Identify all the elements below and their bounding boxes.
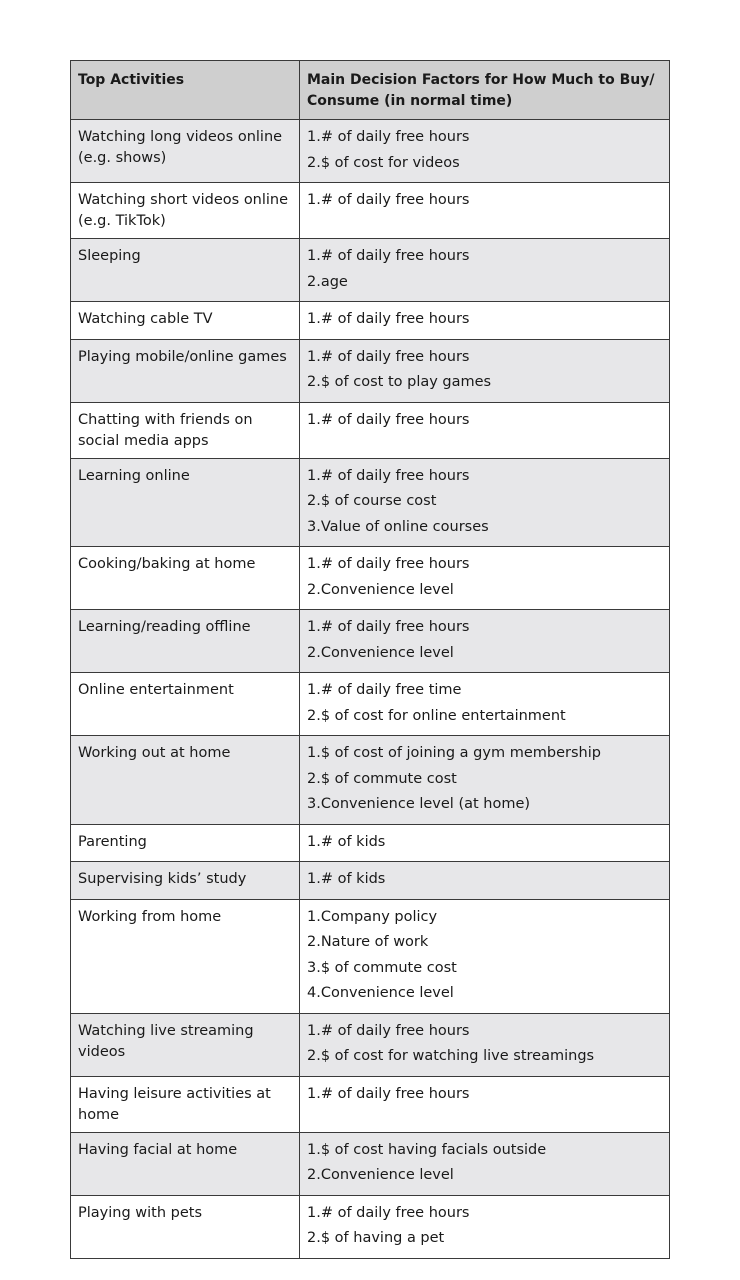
factor-item: 1.$ of cost having facials outside <box>307 1141 547 1158</box>
factor-item: 2.age <box>307 273 348 290</box>
activities-table <box>70 60 670 1259</box>
factor-item: 1.# of daily free hours <box>307 129 470 145</box>
header-decision-factors: Main Decision Factors for How Much to Buy/ Consume (in normal time) <box>300 61 670 120</box>
table-row <box>71 862 670 900</box>
factor-item: 3.Convenience level (at home) <box>307 796 531 812</box>
activity-cell: Working out at home <box>71 736 300 825</box>
factors-cell <box>300 547 670 610</box>
activity-cell: Chatting with friends on social media apps <box>71 402 300 458</box>
factors-cell <box>300 239 670 302</box>
table-row <box>71 302 670 340</box>
factors-cell <box>300 1013 670 1076</box>
factor-item: 2.Convenience level <box>307 581 454 598</box>
activity-cell: Sleeping <box>71 239 300 302</box>
table-row <box>71 120 670 183</box>
factor-item: 2.Convenience level <box>307 644 454 661</box>
table-row <box>71 1013 670 1076</box>
activity-cell: Watching short videos online (e.g. TikTok) <box>71 183 300 239</box>
factor-item: 3.Value of online courses <box>307 518 489 535</box>
table-row <box>71 899 670 1013</box>
factor-item: 3.$ of commute cost <box>307 959 457 976</box>
activity-cell: Playing mobile/online games <box>71 339 300 402</box>
factor-item: 2.$ of cost for videos <box>307 154 460 171</box>
factor-item: 1.$ of cost of joining a gym membership <box>307 745 601 761</box>
factors-cell <box>300 673 670 736</box>
table-row <box>71 402 670 458</box>
table-row <box>71 339 670 402</box>
table-row <box>71 736 670 825</box>
factor-item: 4.Convenience level <box>307 985 454 1001</box>
factor-item: 1.# of daily free hours <box>307 411 470 428</box>
factor-item: 2.$ of cost for watching live streamings <box>307 1048 595 1064</box>
factor-item: 1.# of kids <box>307 871 386 887</box>
factor-item: 1.# of daily free hours <box>307 348 470 365</box>
table-row <box>71 239 670 302</box>
factor-item: 1.Company policy <box>307 908 438 925</box>
activity-cell: Learning online <box>71 458 300 547</box>
factor-item: 1.# of daily free hours <box>307 619 470 635</box>
factor-item: 2.$ of having a pet <box>307 1230 445 1246</box>
factor-item: 1.# of kids <box>307 833 386 850</box>
factors-cell <box>300 1132 670 1195</box>
factors-cell <box>300 1195 670 1258</box>
table-row <box>71 547 670 610</box>
activity-cell: Watching cable TV <box>71 302 300 340</box>
factor-item: 1.# of daily free hours <box>307 467 470 484</box>
factor-item: 1.# of daily free hours <box>307 1022 470 1039</box>
factor-item: 1.# of daily free hours <box>307 248 470 264</box>
factors-cell <box>300 339 670 402</box>
factors-cell <box>300 899 670 1013</box>
factor-item: 1.# of daily free hours <box>307 192 470 208</box>
activity-cell: Learning/reading offline <box>71 610 300 673</box>
factor-item: 1.# of daily free hours <box>307 1085 470 1102</box>
factor-item: 1.# of daily free hours <box>307 556 470 572</box>
table-row <box>71 610 670 673</box>
header-top-activities: Top Activities <box>71 61 300 120</box>
factor-item: 1.# of daily free hours <box>307 311 470 327</box>
table-row <box>71 1132 670 1195</box>
activity-cell: Watching long videos online (e.g. shows) <box>71 120 300 183</box>
factors-cell <box>300 610 670 673</box>
factors-cell <box>300 458 670 547</box>
factor-item: 2.$ of cost for online entertainment <box>307 707 566 724</box>
table-row <box>71 183 670 239</box>
factors-cell <box>300 862 670 900</box>
table-row <box>71 458 670 547</box>
factor-item: 2.$ of course cost <box>307 493 437 509</box>
factor-item: 2.$ of commute cost <box>307 770 457 787</box>
activity-cell: Supervising kids’ study <box>71 862 300 900</box>
activity-cell: Having leisure activities at home <box>71 1076 300 1132</box>
activity-cell: Having facial at home <box>71 1132 300 1195</box>
activity-cell: Working from home <box>71 899 300 1013</box>
factors-cell <box>300 402 670 458</box>
factors-cell <box>300 824 670 862</box>
factors-cell <box>300 302 670 340</box>
factors-cell <box>300 1076 670 1132</box>
factor-item: 2.$ of cost to play games <box>307 374 492 390</box>
activity-cell: Playing with pets <box>71 1195 300 1258</box>
activity-cell: Cooking/baking at home <box>71 547 300 610</box>
activity-cell: Parenting <box>71 824 300 862</box>
factors-cell <box>300 736 670 825</box>
table-row <box>71 1076 670 1132</box>
factor-item: 1.# of daily free hours <box>307 1204 470 1221</box>
table-row <box>71 673 670 736</box>
factor-item: 2.Nature of work <box>307 934 429 950</box>
table-header-row <box>71 61 670 120</box>
table-body <box>71 120 670 1259</box>
activity-cell: Watching live streaming videos <box>71 1013 300 1076</box>
factor-item: 1.# of daily free time <box>307 682 462 698</box>
table-row <box>71 824 670 862</box>
factors-cell <box>300 120 670 183</box>
activity-cell: Online entertainment <box>71 673 300 736</box>
factors-cell <box>300 183 670 239</box>
factor-item: 2.Convenience level <box>307 1167 454 1183</box>
table-row <box>71 1195 670 1258</box>
